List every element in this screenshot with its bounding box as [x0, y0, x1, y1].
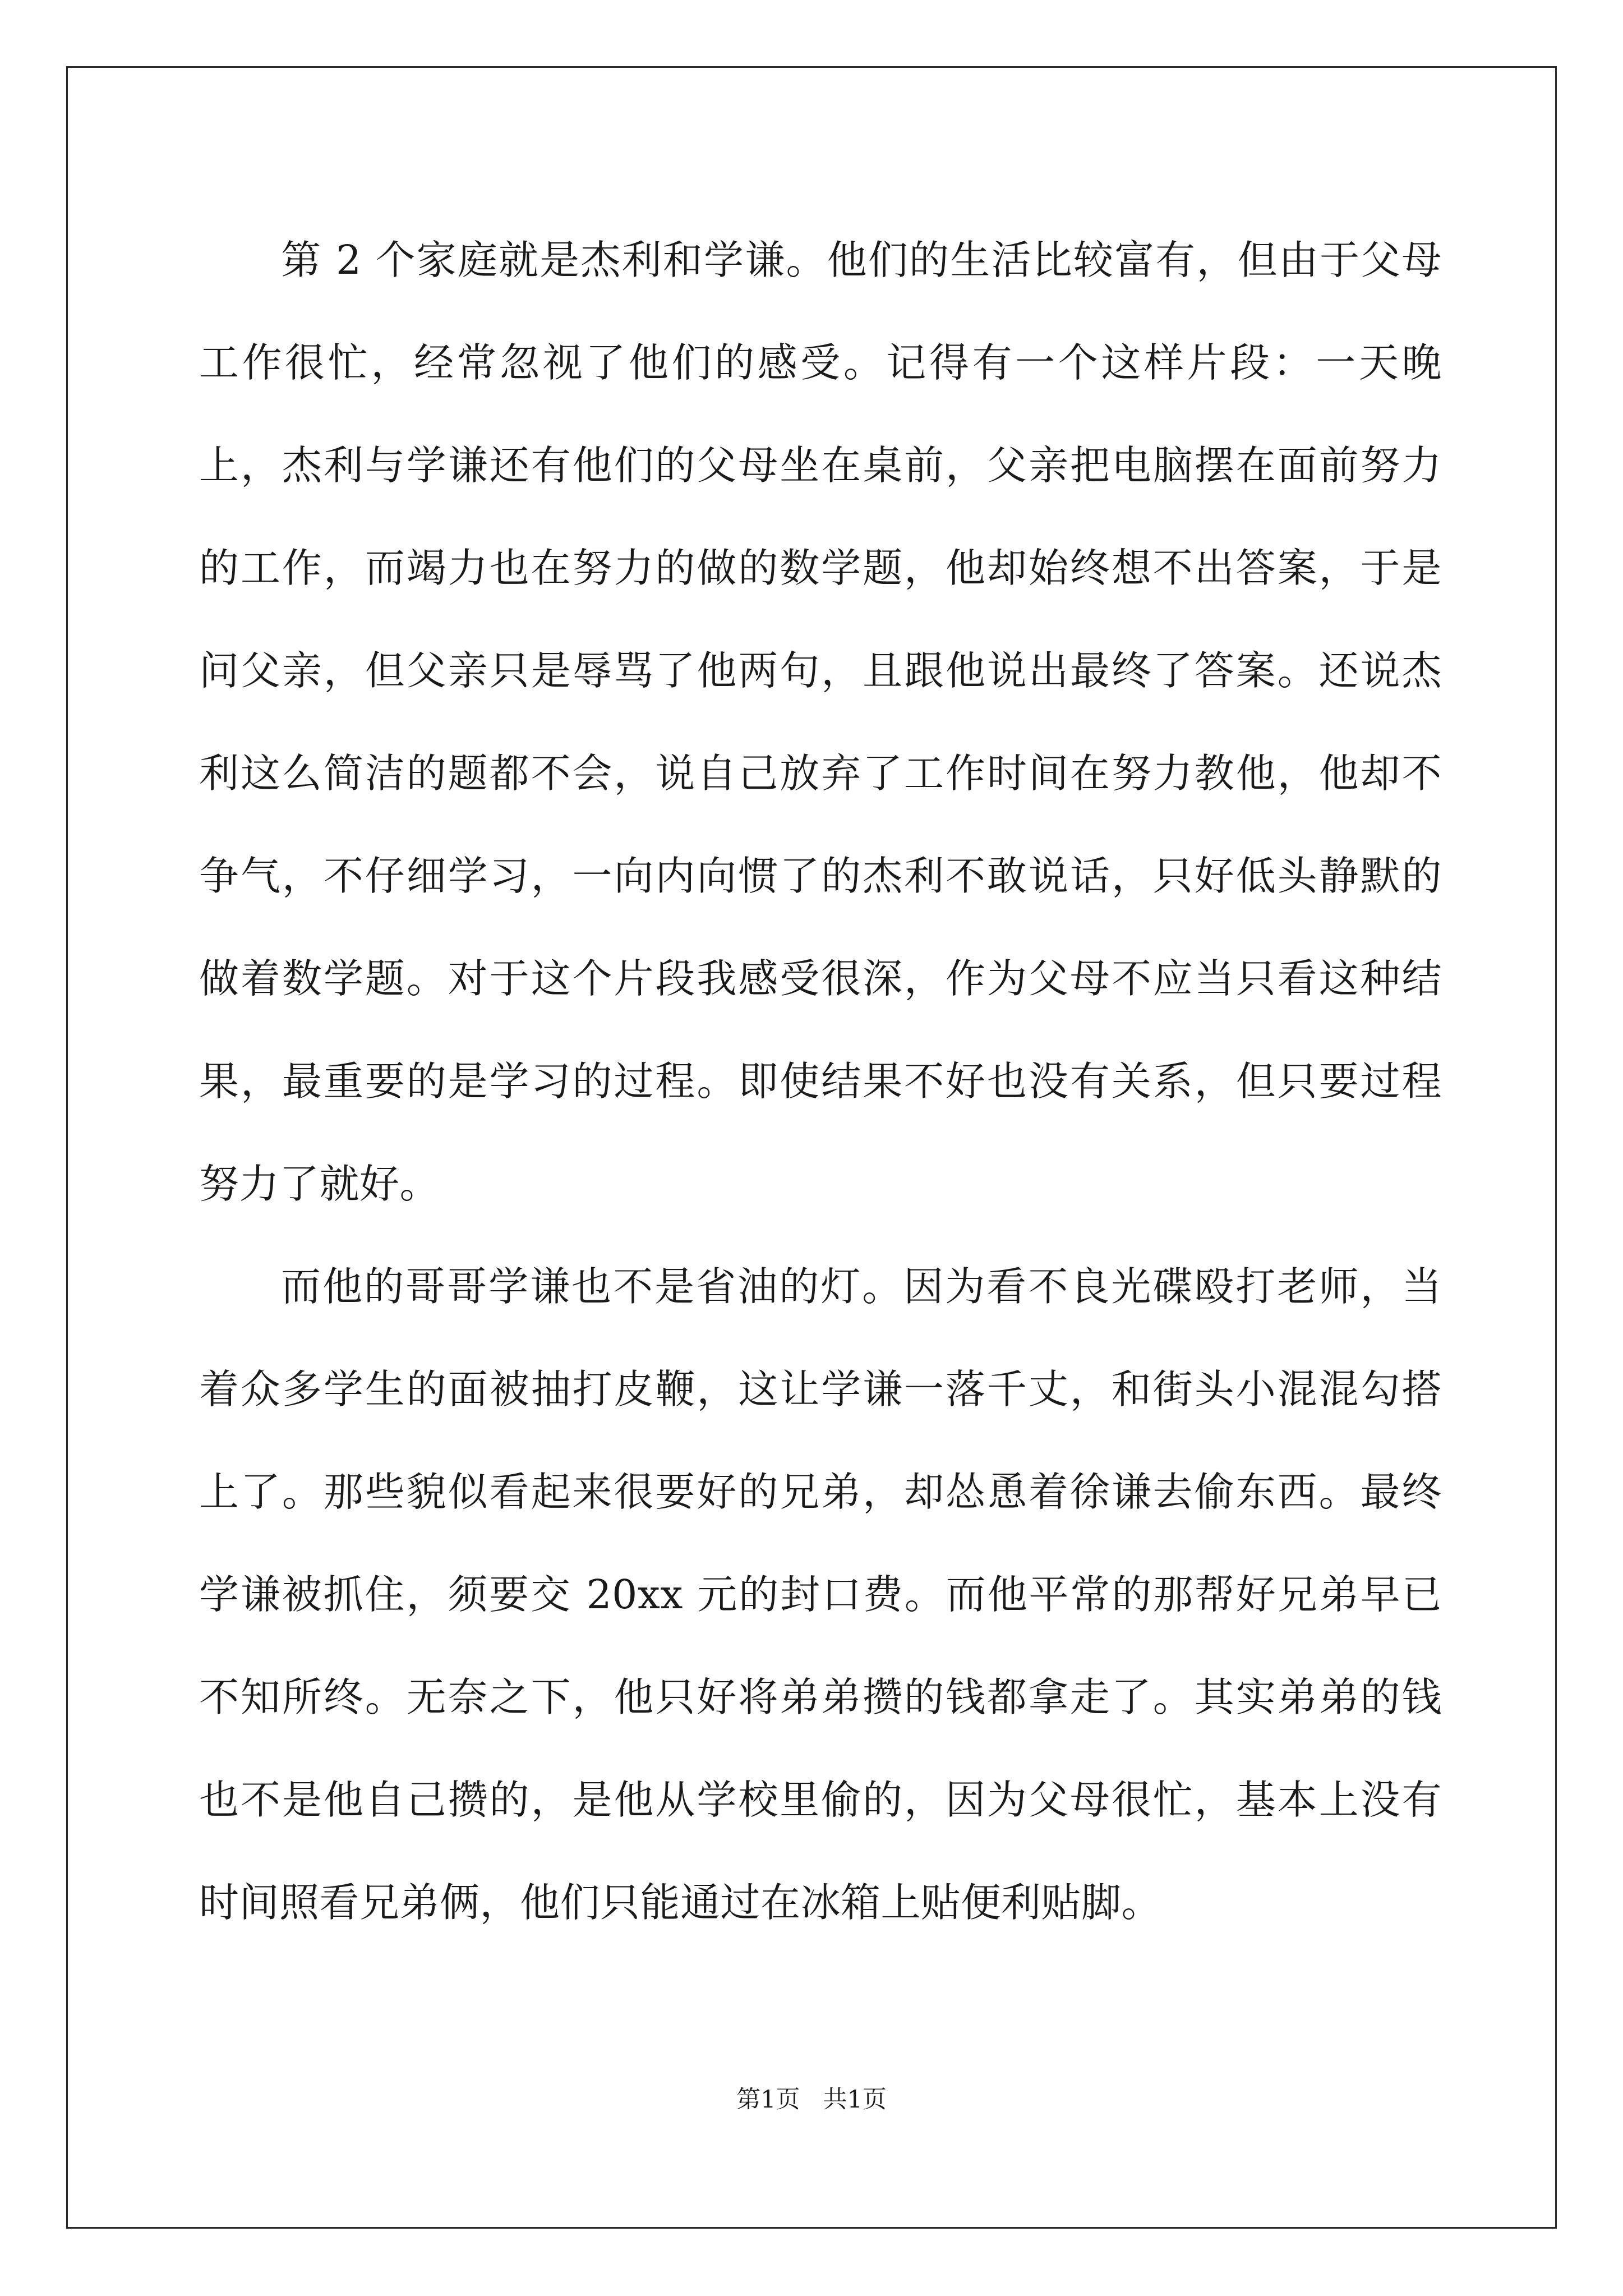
paragraph-2: 而他的哥哥学谦也不是省油的灯。因为看不良光碟殴打老师，当着众多学生的面被抽打皮鞭，这让学谦一落千丈，和街头小混混勾搭上了。那些貌似看起来很要好的兄弟，却怂恿着徐谦去偷东西。最终学谦被抓住，须要交 20xx 元的封口费。而他平常的那帮好兄弟早已不知所终。无奈之下，他只好将弟弟攒的钱都拿走了。其实弟弟的钱也不是他自己攒的，是他从学校里偷的，因为父母很忙，基本上没有时间照看兄弟俩，他们只能通过在冰箱上贴便利贴脚。 — [199, 1263, 1442, 1926]
paragraph-1: 第 2 个家庭就是杰利和学谦。他们的生活比较富有，但由于父母工作很忙，经常忽视了他们的感受。记得有一个这样片段：一天晚上，杰利与学谦还有他们的父母坐在桌前，父亲把电脑摆在面前努力的工作，而竭力也在努力的做的数学题，他却始终想不出答案，于是问父亲，但父亲只是辱骂了他两句，且跟他说出最终了答案。还说杰利这么简洁的题都不会，说自己放弃了工作时间在努力教他，他却不争气，不仔细学习，一向内向惯了的杰利不敢说话，只好低头静默的做着数学题。对于这个片段我感受很深，作为父母不应当只看这种结果，最重要的是学习的过程。即使结果不好也没有关系，但只要过程努力了就好。 — [199, 237, 1442, 1207]
page-footer: 第1页 共1页 — [736, 2086, 887, 2114]
document-body — [199, 209, 1442, 1954]
